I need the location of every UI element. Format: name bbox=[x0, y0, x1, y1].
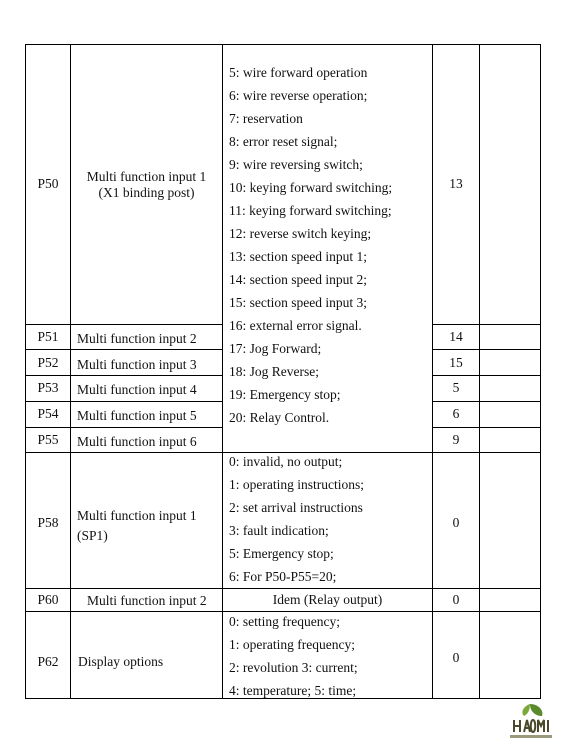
row-divider bbox=[25, 588, 541, 589]
row-divider bbox=[432, 349, 541, 350]
row-divider bbox=[25, 375, 222, 376]
param-name: Multi function input 2 bbox=[77, 331, 197, 346]
option-item: 6: wire reverse operation; bbox=[229, 88, 368, 103]
option-item: 6: For P50-P55=20; bbox=[229, 569, 337, 584]
option-item: 1: operating instructions; bbox=[229, 477, 364, 492]
option-item: 16: external error signal. bbox=[229, 318, 362, 333]
param-value: 0 bbox=[452, 592, 460, 607]
option-item: 20: Relay Control. bbox=[229, 410, 330, 425]
param-code: P53 bbox=[37, 380, 59, 395]
row-divider bbox=[25, 401, 222, 402]
row-divider bbox=[432, 401, 541, 402]
option-item: 2: revolution 3: current; bbox=[229, 660, 358, 675]
option-item: 14: section speed input 2; bbox=[229, 272, 367, 287]
option-item: 8: error reset signal; bbox=[229, 134, 338, 149]
option-item: 11: keying forward switching; bbox=[229, 203, 392, 218]
row-divider bbox=[432, 375, 541, 376]
param-code: P54 bbox=[37, 406, 59, 421]
param-value: 15 bbox=[449, 355, 463, 370]
param-value: 14 bbox=[449, 329, 463, 344]
table-border-right bbox=[540, 44, 541, 699]
param-code: P60 bbox=[37, 592, 59, 607]
param-value: 9 bbox=[452, 432, 460, 447]
param-name: Multi function input 2 bbox=[87, 593, 207, 608]
option-item: 17: Jog Forward; bbox=[229, 341, 322, 356]
param-code: P62 bbox=[37, 654, 59, 669]
row-divider bbox=[432, 324, 541, 325]
option-item: 5: Emergency stop; bbox=[229, 546, 334, 561]
option-item: 12: reverse switch keying; bbox=[229, 226, 372, 241]
option-item: 0: setting frequency; bbox=[229, 614, 340, 629]
column-divider bbox=[70, 44, 71, 699]
row-divider bbox=[25, 427, 222, 428]
option-item: 15: section speed input 3; bbox=[229, 295, 367, 310]
row-divider bbox=[25, 324, 222, 325]
param-value: 0 bbox=[452, 515, 460, 530]
row-divider bbox=[25, 349, 222, 350]
param-name: Multi function input 4 bbox=[77, 382, 197, 397]
param-code: P58 bbox=[37, 515, 59, 530]
option-item: 4: temperature; 5: time; bbox=[229, 683, 357, 698]
option-item: 9: wire reversing switch; bbox=[229, 157, 363, 172]
param-name: Multi function input 6 bbox=[77, 434, 197, 449]
param-name: Multi function input 1 bbox=[86, 169, 207, 184]
brand-logo bbox=[502, 702, 558, 742]
param-code: P50 bbox=[37, 176, 59, 191]
leaf-icon bbox=[502, 702, 558, 742]
option-item: 7: reservation bbox=[229, 111, 303, 126]
param-name-sub: (SP1) bbox=[77, 528, 108, 543]
row-divider bbox=[432, 427, 541, 428]
option-item: 0: invalid, no output; bbox=[229, 454, 343, 469]
option-item: 5: wire forward operation bbox=[229, 65, 368, 80]
option-item: 10: keying forward switching; bbox=[229, 180, 393, 195]
option-item: 18: Jog Reverse; bbox=[229, 364, 319, 379]
param-name: Multi function input 1 bbox=[77, 508, 197, 523]
param-value: 5 bbox=[452, 380, 460, 395]
param-code: P52 bbox=[37, 355, 59, 370]
column-divider bbox=[479, 44, 480, 699]
table-border-top bbox=[25, 44, 541, 45]
option-item: 19: Emergency stop; bbox=[229, 387, 341, 402]
param-value: 13 bbox=[449, 176, 463, 191]
param-options: Idem (Relay output) bbox=[272, 592, 383, 607]
param-name: Multi function input 5 bbox=[77, 408, 197, 423]
param-code: P55 bbox=[37, 432, 59, 447]
param-name-sub: (X1 binding post) bbox=[98, 185, 195, 200]
option-item: 1: operating frequency; bbox=[229, 637, 355, 652]
param-name: Multi function input 3 bbox=[77, 357, 197, 372]
option-item: 3: fault indication; bbox=[229, 523, 329, 538]
param-name: Display options bbox=[78, 654, 164, 669]
option-item: 13: section speed input 1; bbox=[229, 249, 367, 264]
param-value: 0 bbox=[452, 650, 460, 665]
param-value: 6 bbox=[452, 406, 460, 421]
option-item: 2: set arrival instructions bbox=[229, 500, 363, 515]
param-code: P51 bbox=[37, 329, 59, 344]
